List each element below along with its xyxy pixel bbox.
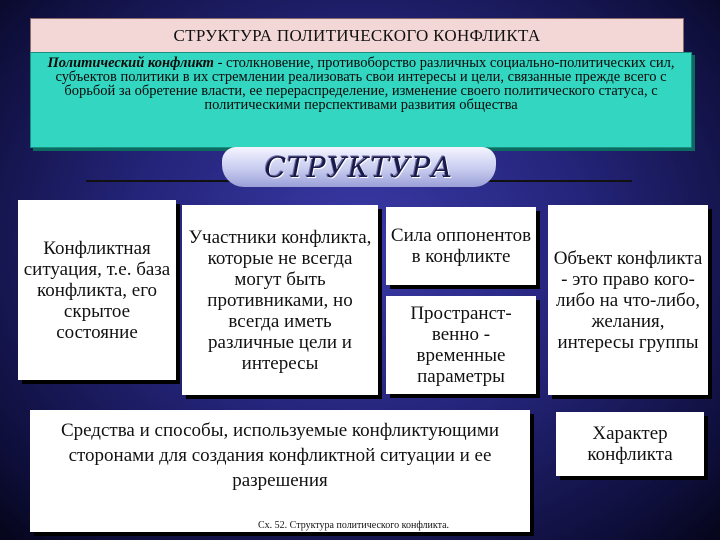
- card-space-time: [386, 296, 536, 394]
- card-opponent-force-text: Сила оппонентов в конфликте: [390, 225, 532, 267]
- card-character-text: Характер конфликта: [587, 423, 673, 465]
- card-means: [30, 410, 530, 532]
- banner-line-left: [86, 180, 236, 182]
- card-conflict-situation: [18, 200, 176, 380]
- definition-term: Политический конфликт: [47, 55, 214, 71]
- definition-text: [39, 56, 683, 112]
- card-object: [548, 205, 708, 395]
- structure-banner-text: СТРУКТУРА: [264, 150, 454, 184]
- figure-caption: Сх. 52. Структура политического конфликта.: [258, 520, 450, 531]
- card-participants-text: Участники конфликта, которые не всегда могут быть противниками, но всегда иметь различные цели и интересы: [188, 226, 372, 374]
- card-space-time-text: Пространст-венно - временные параметры: [410, 303, 512, 387]
- card-conflict-situation-text: Конфликтная ситуация, т.е. база конфликта, его скрытое состояние: [23, 237, 171, 343]
- card-character: [556, 412, 704, 476]
- banner-line-right: [482, 180, 632, 182]
- card-means-text: Средства и способы, используемые конфликтующими сторонами для создания конфликтной ситуации и ее разрешения: [60, 420, 500, 491]
- card-opponent-force: [386, 207, 536, 285]
- slide-title-text: СТРУКТУРА ПОЛИТИЧЕСКОГО КОНФЛИКТА: [173, 26, 541, 45]
- card-participants: [182, 205, 378, 395]
- structure-banner: [222, 147, 496, 187]
- card-object-text: Объект конфликта - это право кого-либо на что-либо, желания, интересы группы: [553, 247, 703, 353]
- slide-title: [30, 18, 684, 54]
- definition-body: - столкновение, противоборство различных социально-политических сил, субъектов политики в их стремлении реализовать свои интересы и цели, связанные прежде всего с борьбой за обретение власти, ее перераспределение, изменение своего политического статуса, с политическими перспективами развития общества: [55, 55, 675, 113]
- definition-box: [30, 52, 692, 148]
